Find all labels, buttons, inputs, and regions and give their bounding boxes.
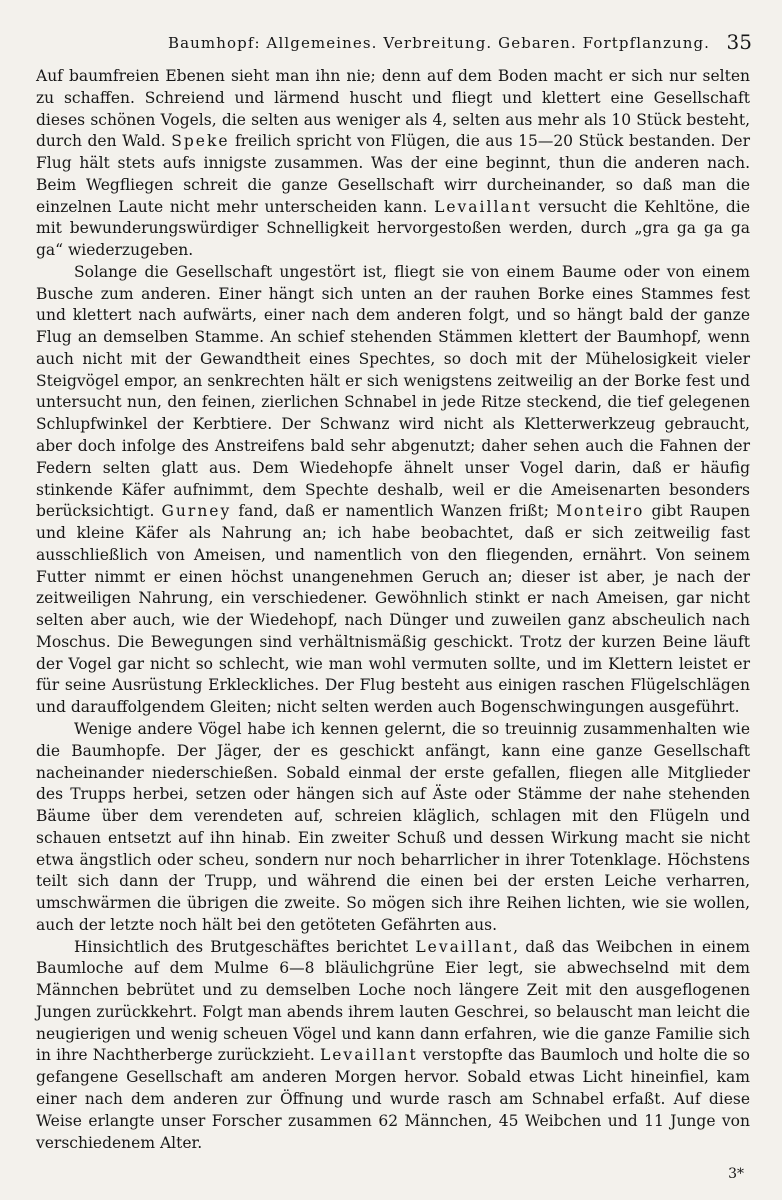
text-run: freilich spricht von Flügen, die aus 15—20 Stück bestanden. Der Flug hält stets aufs innigste zusammen. Was der eine beginnt, thun die anderen nach. Beim Wegfliegen schreit die ganze Gesellschaft wirr durcheinander, so daß man die einzelnen Laute nicht mehr unterscheiden kann. — [36, 132, 750, 216]
text-run: verstopfte das Baumloch und holte die so gefangene Gesellschaft am anderen Morgen hervor. Sobald etwas Licht hineinfiel, kam einer nach dem anderen zur Öffnung und wurde rasch am Schnabel erfaßt. Auf diese Weise erlangte unser Forscher zusammen 62 Männchen, 45 Weibchen und 11 Junge von verschiedenem Alter. — [36, 1046, 750, 1152]
text-run: gibt Raupen und kleine Käfer als Nahrung an; ich habe beobachtet, daß er sich zeitweilig fast ausschließlich von Ameisen, und namentlich von den fliegenden, ernährt. Von seinem Futter nimmt er einen höchst unangenehmen Geruch an; dieser ist aber, je nach der zeitweiligen Nahrung, ein verschiedener. Gewöhnlich stinkt er nach Ameisen, gar nicht selten aber auch, wie der Wiedehopf, nach Dünger und zuweilen ganz abscheulich nach Moschus. Die Bewegungen sind verhältnismäßig geschickt. Trotz der kurzen Beine läuft der Vogel gar nicht so schlecht, wie man wohl vermuten sollte, und im Klettern leistet er für seine Ausrüstung Erkleckliches. Der Flug besteht aus einigen raschen Flügelschlägen und darauffolgendem Gleiten; nicht selten werden auch Bogenschwingungen ausgeführt. — [36, 502, 750, 717]
text-run: Auf baumfreien Ebenen sieht man ihn nie; denn auf dem Boden macht er sich nur selten zu schaffen. Schreiend und lärmend huscht und fliegt und klettert eine Gesellschaft dieses schönen Vogels, die selten aus weniger als 4, selten aus mehr als 10 Stück besteht, durch den Wald. — [36, 67, 750, 151]
text-run: fand, daß er namentlich Wanzen frißt; — [231, 502, 557, 521]
text-run: , daß das Weibchen in einem Baumloche auf dem Mulme 6—8 bläulichgrüne Eier legt, sie abwechselnd mit dem Männchen bebrütet und zu demselben Loche noch längere Zeit mit den ausgeflogenen Jungen zurückkehrt. Folgt man abends ihrem lauten Geschrei, so belauscht man leicht die neugierigen und wenig scheuen Vögel und kann dann erfahren, wie die ganze Familie sich in ihre Nachtherberge zurückzieht. — [36, 937, 750, 1065]
author-name: Speke — [171, 132, 230, 151]
text-run: Wenige andere Vögel habe ich kennen gelernt, die so treuinnig zusammenhalten wie die Baumhopfe. Der Jäger, der es geschickt anfängt, kann eine ganze Gesellschaft nacheinander niederschießen. Sobald einmal der erste gefallen, fliegen alle Mitglieder des Trupps herbei, setzen oder hängen sich auf Äste oder Stämme der nahe stehenden Bäume über dem verendeten auf, schreien kläglich, schlagen mit den Flügeln und schauen entsetzt auf ihn hinab. Ein zweiter Schuß und dessen Wirkung macht sie nicht etwa ängstlich oder scheu, sondern nur noch beharrlicher in ihrer Totenklage. Höchstens teilt sich dann der Trupp, und während die einen bei der ersten Leiche verharren, umschwärmen die übrigen die zweite. So mögen sich ihre Reihen lichten, wie sie wollen, auch der letzte noch hält bei den getöteten Gefährten aus. — [36, 719, 750, 934]
author-name: Levaillant — [434, 197, 532, 216]
text-run: Hinsichtlich des Brutgeschäftes berichtet — [74, 937, 416, 956]
paragraph — [36, 719, 750, 937]
author-name: Monteiro — [556, 502, 645, 521]
running-head: Baumhopf: Allgemeines. Verbreitung. Gebaren. Fortpflanzung. — [168, 34, 711, 52]
paragraph — [36, 66, 750, 262]
body-text — [36, 66, 750, 1154]
paragraph — [36, 937, 750, 1155]
page-number: 35 — [726, 30, 752, 54]
author-name: Levaillant — [319, 1046, 418, 1065]
page-header — [0, 30, 782, 60]
signature-mark: 3* — [728, 1166, 744, 1182]
author-name: Levaillant — [415, 937, 514, 956]
text-run: versucht die Kehltöne, die mit bewunderungswürdiger Schnelligkeit hervorgestoßen werden, durch „gra ga ga ga ga“ wiederzugeben. — [36, 197, 750, 260]
author-name: Gurney — [161, 502, 232, 521]
text-run: Solange die Gesellschaft ungestört ist, fliegt sie von einem Baume oder von einem Busche zum anderen. Einer hängt sich unten an der rauhen Borke eines Stammes fest und klettert nach aufwärts, einer nach dem anderen folgt, und so hängt bald der ganze Flug an demselben Stamme. An schief stehenden Stämmen klettert der Baumhopf, wenn auch nicht mit der Gewandtheit eines Spechtes, so doch mit der Mühelosigkeit vieler Steigvögel empor, an senkrechten hält er sich wenigstens zeitweilig an der Borke fest und untersucht nun, den feinen, zierlichen Schnabel in jede Ritze steckend, die tief gelegenen Schlupfwinkel der Kerbtiere. Der Schwanz wird nicht als Kletterwerkzeug gebraucht, aber doch infolge des Anstreifens bald sehr abgenutzt; daher sehen auch die Fahnen der Federn selten glatt aus. Dem Wiedehopfe ähnelt unser Vogel darin, daß er häufig stinkende Käfer aufnimmt, dem Spechte deshalb, weil er die Ameisenarten besonders berücksichtigt. — [36, 262, 750, 521]
paragraph — [36, 262, 750, 719]
